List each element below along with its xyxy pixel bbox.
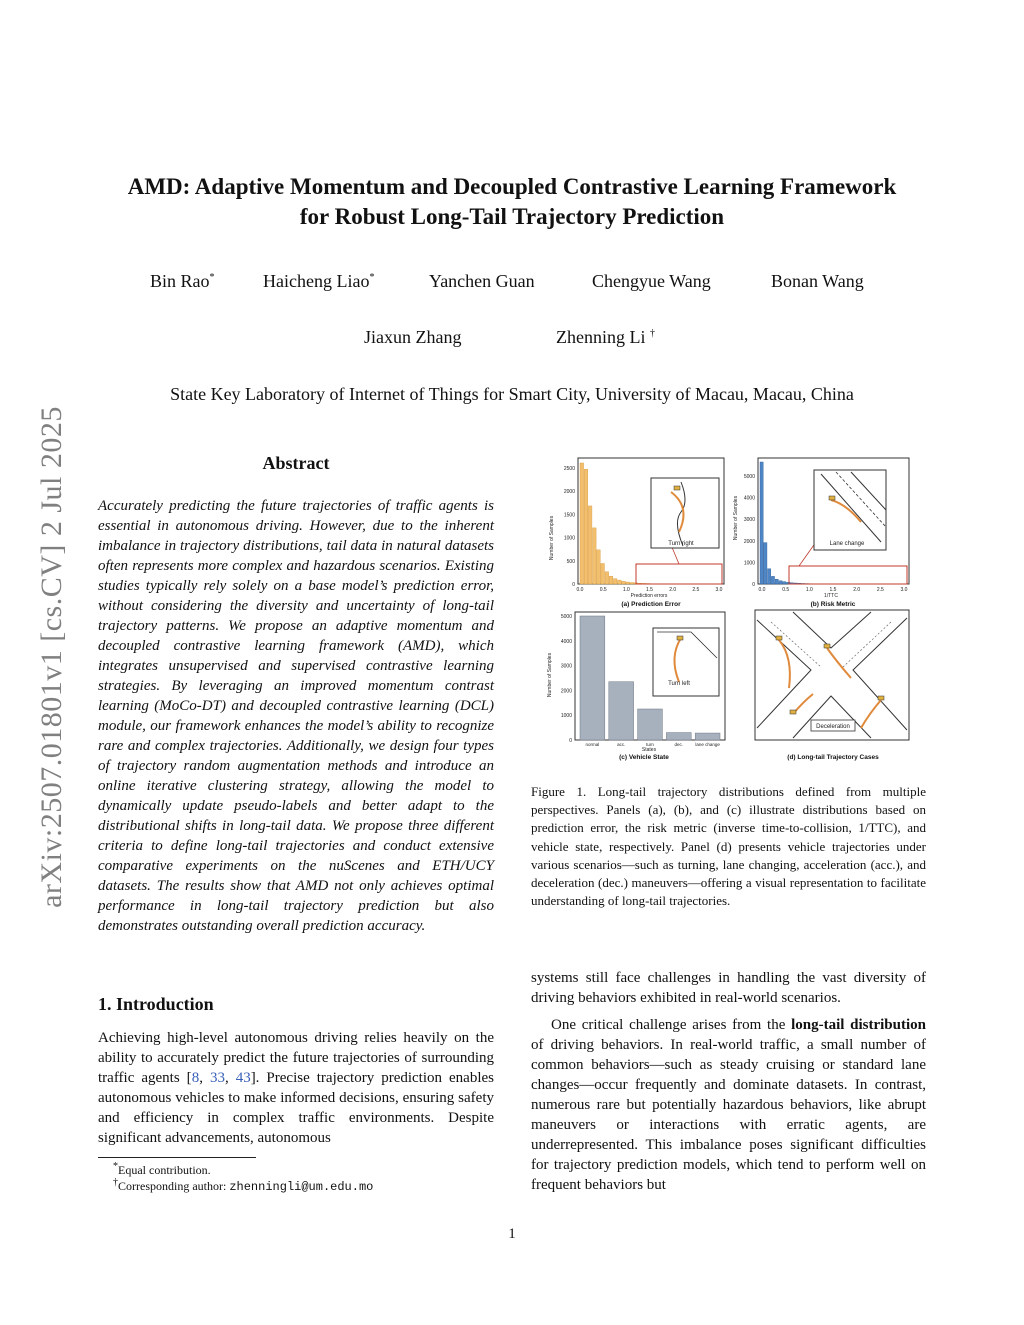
panel-c-ylabel: Number of Samples	[547, 652, 553, 698]
page-number: 1	[508, 1226, 516, 1242]
abstract-heading: Abstract	[262, 453, 330, 473]
panel-a-title: (a) Prediction Error	[621, 601, 681, 608]
citation-43[interactable]: 43	[235, 1070, 251, 1086]
panel-a-bar-9	[618, 580, 622, 584]
panel-d-inset-label: Deceleration	[816, 724, 850, 730]
panel-b-xtick-0: 0.0	[758, 587, 766, 593]
author-4: Chengyue Wang	[592, 271, 711, 291]
author-3: Yanchen Guan	[429, 271, 535, 291]
panel-d-car-icon-3	[878, 696, 884, 700]
panel-c-xtick-4: lane change	[695, 742, 720, 747]
panel-c-xtick-0: normal	[585, 742, 600, 747]
panel-b-xtick-1: 0.5	[782, 587, 790, 593]
affiliation: State Key Laboratory of Internet of Things for Smart City, University of Macau, Macau, China	[170, 384, 854, 404]
panel-b-bar-3	[771, 576, 774, 584]
panel-c-xtick-3: dec.	[674, 742, 684, 747]
panel-b-ytick-5: 5000	[743, 474, 755, 480]
panel-a-inset-label: Turn right	[668, 541, 694, 547]
panel-b-callout-line	[799, 542, 816, 566]
panel-b-ytick-4: 4000	[743, 495, 755, 502]
panel-a-ytick-4: 2000	[563, 489, 575, 496]
panel-a-xtick-1: 0.5	[599, 587, 607, 593]
panel-c-inset-label: Turn left	[668, 681, 690, 687]
panel-d	[755, 610, 909, 761]
panel-b-bar-5	[779, 581, 782, 584]
panel-a-bar-3	[593, 528, 597, 584]
panel-a-bar-0	[580, 463, 584, 584]
panel-a-ytick-0: 0	[572, 582, 575, 588]
panel-a	[549, 458, 724, 608]
intro-body: Achieving high-level autonomous driving relies heavily on the ability to accurately predict the future trajectories of surrounding traffic agents [8, 33, 43]. Precise trajectory prediction enables autonomous vehicles to make informed decisions, ensuring safety and efficiency in complex traffic environments. Despite significant advancements, autonomous	[98, 1030, 494, 1146]
panel-b-xtick-4: 2.0	[853, 587, 861, 593]
title-line-1: AMD: Adaptive Momentum and Decoupled Contrastive Learning Framework	[127, 174, 897, 199]
panel-c-ytick-0: 0	[569, 738, 572, 744]
panel-b-ylabel: Number of Samples	[733, 495, 739, 541]
panel-c-car-icon	[677, 636, 683, 640]
author-5: Bonan Wang	[771, 271, 864, 291]
right-paragraph-1: systems still face challenges in handling the vast diversity of driving behaviors exhibited in real-world scenarios.	[531, 970, 926, 1006]
panel-d-car-icon-1	[776, 636, 782, 640]
panel-b-xtick-2: 1.0	[805, 587, 813, 593]
panel-b-xtick-5: 2.5	[876, 587, 884, 593]
panel-a-xtick-2: 1.0	[622, 587, 630, 593]
abstract-body: Accurately predicting the future trajectories of traffic agents is essential in autonomous driving. However, due to the inherent imbalance in trajectory distributions, tail data in natural datasets often represents more complex and hazardous scenarios. Existing studies typically rely solely on a base model’s prediction error, without considering the diversity and uncertainty of long-tail trajectory patterns. We propose an adaptive momentum and decoupled contrastive learning framework (AMD), which integrates unsupervised and supervised contrastive learning strategies. By leveraging an improved momentum contrast learning (MoCo-DT) and decoupled contrastive learning (DCL) module, our framework enhances the model’s ability to recognize rare and complex trajectories. Additionally, we design four types of trajectory random augmentation methods and introduce an online iterative clustering strategy, allowing the model to dynamically update pseudo-labels and better adapt to the distributional shifts in long-tail data. We propose three different criteria to define long-tail trajectories and conduct extensive comparative experiments on the nuScenes and ETH/UCY datasets. The results show that AMD not only achieves optimal performance in long-tail trajectory prediction but also demonstrates outstanding overall prediction accuracy.	[98, 498, 494, 934]
panel-a-ytick-3: 1500	[563, 512, 575, 519]
citation-8[interactable]: 8	[191, 1070, 200, 1086]
panel-b-car-icon	[829, 496, 835, 500]
panel-c-bar-1	[609, 682, 634, 740]
panel-c-ytick-3: 3000	[560, 663, 572, 670]
author-email[interactable]: zhenningli@um.edu.mo	[229, 1180, 374, 1194]
panel-c-bar-2	[638, 709, 663, 740]
panel-b-bar-6	[783, 582, 786, 584]
panel-b-bar-1	[764, 543, 767, 584]
panel-a-xtick-0: 0.0	[576, 587, 584, 593]
panel-d-car-icon-4	[790, 710, 796, 714]
right-column-body	[531, 968, 926, 1195]
panel-a-bar-8	[613, 579, 617, 584]
panel-a-car-icon	[674, 486, 680, 490]
citation-33[interactable]: 33	[209, 1070, 225, 1086]
panel-c-bar-4	[695, 733, 720, 740]
panel-b-bar-2	[768, 569, 771, 584]
panel-a-xtick-5: 2.5	[692, 587, 700, 593]
panel-c-bar-0	[580, 616, 605, 740]
panel-b	[733, 458, 909, 608]
panel-c-xlabel: States	[641, 747, 657, 753]
author-2: Haicheng Liao*	[263, 271, 375, 291]
right-paragraph-2: One critical challenge arises from the long-tail distribution of driving behaviors. In real-world traffic, a small number of common behaviors—such as steady cruising or standard lane changes—occur frequently and dominate datasets. In contrast, numerous rare but potentially hazardous behaviors, like abrupt maneuvers or interactions with erratic agents, are underrepresented. This imbalance poses significant difficulties for trajectory prediction models, which tend to perform well on frequent behaviors but	[531, 1017, 926, 1193]
figure-1-caption: Figure 1. Long-tail trajectory distributions defined from multiple perspectives. Panels (a), (b), and (c) illustrate distributions based on prediction error, the risk metric (inverse time-to-collision, 1/TTC), and vehicle state, respectively. Panel (d) presents vehicle trajectories under various scenarios—such as turning, lane changing, acceleration (acc.), and deceleration (dec.) maneuvers—offering a visual representation to facilitate understanding of long-tail trajectories.	[531, 784, 926, 909]
title-line-2: for Robust Long-Tail Trajectory Prediction	[299, 204, 725, 229]
panel-a-bar-2	[588, 506, 592, 584]
panel-a-bar-11	[626, 582, 630, 584]
panel-c-xtick-1: acc.	[617, 742, 626, 747]
footnote-rule	[98, 1157, 256, 1158]
panel-a-bar-5	[601, 564, 605, 584]
panel-a-tail-box	[636, 564, 722, 584]
panel-b-ytick-3: 3000	[743, 517, 755, 524]
panel-c-ytick-2: 2000	[560, 688, 572, 695]
author-6: Jiaxun Zhang	[364, 327, 462, 347]
panel-a-ytick-2: 1000	[563, 535, 575, 542]
panel-a-bar-1	[584, 469, 588, 584]
panel-a-ytick-5: 2500	[563, 466, 575, 472]
panel-b-ytick-1: 1000	[743, 560, 755, 567]
panel-a-xlabel: Prediction errors	[630, 593, 668, 599]
panel-c-ytick-5: 5000	[560, 614, 572, 620]
panel-b-ytick-0: 0	[752, 582, 755, 588]
panel-a-bar-10	[622, 581, 626, 584]
author-7: Zhenning Li †	[556, 327, 655, 347]
panel-b-ytick-2: 2000	[743, 538, 755, 545]
panel-a-bar-6	[605, 572, 609, 584]
panel-b-xtick-3: 1.5	[829, 587, 837, 593]
panel-a-bar-4	[597, 550, 601, 584]
long-tail-emphasis: long-tail distribution	[791, 1017, 926, 1033]
panel-a-ylabel: Number of Samples	[549, 515, 555, 561]
panel-c-ytick-4: 4000	[560, 638, 572, 645]
arxiv-stamp: arXiv:2507.01801v1 [cs.CV] 2 Jul 2025	[35, 406, 68, 908]
panel-a-xtick-3: 1.5	[646, 587, 653, 593]
panel-c	[547, 612, 725, 761]
panel-c-ytick-1: 1000	[560, 713, 572, 720]
footnote-equal-contribution: *Equal contribution.	[113, 1161, 211, 1177]
panel-a-bar-7	[609, 576, 613, 584]
panel-b-tail-box	[789, 566, 907, 584]
panel-c-xtick-2: turn	[646, 742, 654, 747]
panel-c-bar-3	[666, 733, 691, 740]
paper-title	[60, 172, 964, 232]
panel-a-inset	[651, 478, 719, 548]
panel-b-bar-4	[775, 579, 778, 584]
intro-heading: 1. Introduction	[98, 994, 214, 1014]
panel-d-title: (d) Long-tail Trajectory Cases	[787, 754, 879, 761]
panel-a-xtick-4: 2.0	[669, 587, 677, 593]
panel-a-ytick-1: 500	[566, 558, 575, 565]
panel-b-inset-label: Lane change	[829, 541, 865, 547]
panel-b-title: (b) Risk Metric	[810, 601, 856, 608]
panel-c-title: (c) Vehicle State	[619, 754, 669, 761]
panel-a-bar-12	[630, 583, 634, 584]
panel-b-bar-0	[760, 462, 763, 584]
panel-b-xlabel: 1/TTC	[824, 593, 838, 599]
panel-b-xtick-6: 3.0	[900, 587, 908, 593]
panel-d-car-icon-2	[824, 644, 830, 648]
footnote-corresponding-author: †Corresponding author: zhenningli@um.edu.mo	[113, 1177, 374, 1194]
author-1: Bin Rao*	[150, 271, 215, 291]
figure-1	[531, 452, 926, 770]
panel-a-xtick-6: 3.0	[715, 587, 723, 593]
